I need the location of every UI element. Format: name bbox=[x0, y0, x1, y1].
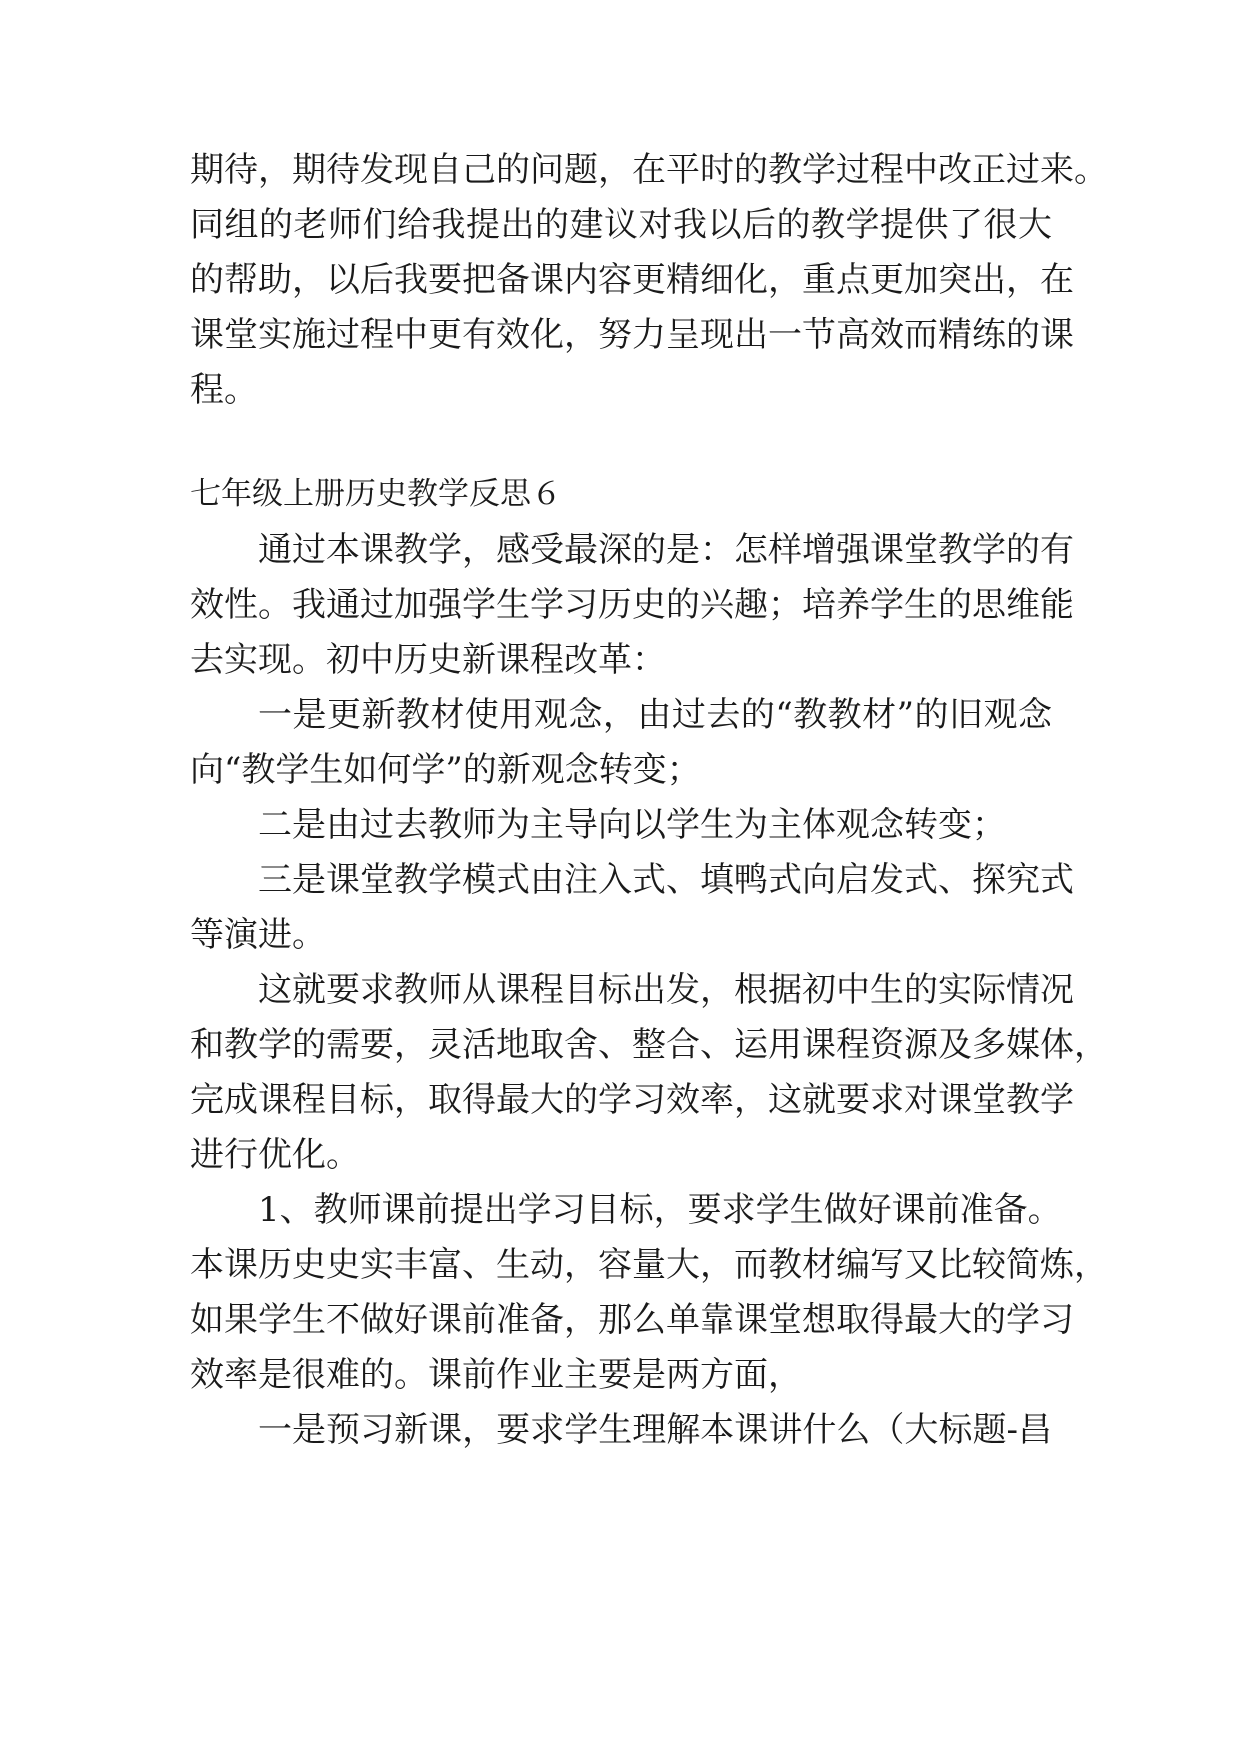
paragraph-line: 这就要求教师从课程目标出发，根据初中生的实际情况 bbox=[258, 970, 1074, 1010]
paragraph-line: 效性。我通过加强学生学习历史的兴趣；培养学生的思维能 bbox=[190, 585, 1074, 625]
paragraph-line: 一是更新教材使用观念，由过去的“教教材”的旧观念 bbox=[258, 695, 1052, 735]
paragraph-line: 期待，期待发现自己的问题，在平时的教学过程中改正过来。 bbox=[190, 150, 1108, 190]
paragraph-line: 等演进。 bbox=[190, 915, 326, 955]
paragraph-line: 通过本课教学，感受最深的是：怎样增强课堂教学的有 bbox=[258, 530, 1074, 570]
section-heading: 七年级上册历史教学反思６ bbox=[190, 476, 562, 512]
paragraph-line: 同组的老师们给我提出的建议对我以后的教学提供了很大 bbox=[190, 205, 1052, 245]
paragraph-line: 进行优化。 bbox=[190, 1135, 360, 1175]
paragraph-line: 效率是很难的。课前作业主要是两方面， bbox=[190, 1355, 802, 1395]
paragraph-line: 如果学生不做好课前准备，那么单靠课堂想取得最大的学习 bbox=[190, 1300, 1074, 1340]
paragraph-line: 一是预习新课，要求学生理解本课讲什么（大标题-昌 bbox=[258, 1410, 1052, 1450]
paragraph-line: 完成课程目标，取得最大的学习效率，这就要求对课堂教学 bbox=[190, 1080, 1074, 1120]
paragraph-line: 去实现。初中历史新课程改革： bbox=[190, 640, 666, 680]
paragraph-line: 向“教学生如何学”的新观念转变； bbox=[190, 750, 701, 790]
paragraph-line: 本课历史史实丰富、生动，容量大，而教材编写又比较简炼， bbox=[190, 1245, 1108, 1285]
paragraph-line: 二是由过去教师为主导向以学生为主体观念转变； bbox=[258, 805, 1006, 845]
paragraph-line: 1、教师课前提出学习目标，要求学生做好课前准备。 bbox=[258, 1190, 1062, 1230]
paragraph-line: 三是课堂教学模式由注入式、填鸭式向启发式、探究式 bbox=[258, 860, 1074, 900]
paragraph-line: 程。 bbox=[190, 370, 258, 410]
paragraph-line: 课堂实施过程中更有效化，努力呈现出一节高效而精练的课 bbox=[190, 315, 1074, 355]
paragraph-line: 的帮助，以后我要把备课内容更精细化，重点更加突出，在 bbox=[190, 260, 1074, 300]
paragraph-line: 和教学的需要，灵活地取舍、整合、运用课程资源及多媒体， bbox=[190, 1025, 1108, 1065]
